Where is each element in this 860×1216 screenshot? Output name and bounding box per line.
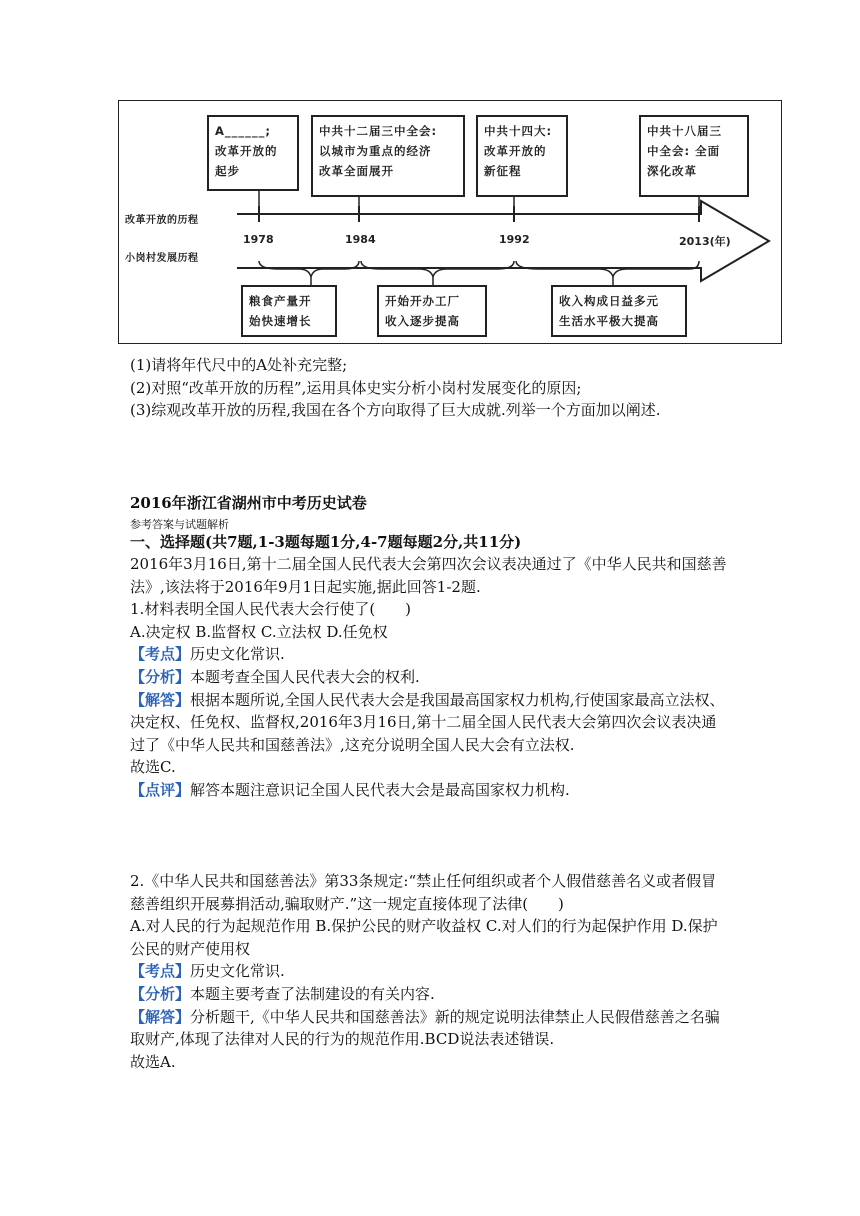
box-line: 以城市为重点的经济 [319,144,432,158]
fenxi-text: 本题主要考查了法制建设的有关内容. [190,984,435,1003]
dianping-text: 解答本题注意识记全国人民代表大会是最高国家权力机构. [190,780,570,799]
sub-question-2: (2)对照“改革开放的历程”,运用具体史实分析小岗村发展变化的原因; [130,378,582,397]
page-subtitle: 参考答案与试题解析 [130,518,229,531]
fenxi-tag: 【分析】 [130,667,191,686]
timeline-label-reform: 改革开放的历程 [125,215,199,226]
box-line: 收入构成日益多元 [559,294,659,308]
jieda-line [130,1006,730,1051]
fenxi-line [130,983,730,1006]
year-1978: 1978 [243,233,274,246]
timeline-label-xiaogang: 小岗村发展历程 [125,253,199,264]
question-stem: 2.《中华人民共和国慈善法》第33条规定:“禁止任何组织或者个人假借慈善名义或者假冒慈善组织开展募捐活动,骗取财产.”这一规定直接体现了法律( ) [130,872,717,913]
box-line: 新征程 [484,164,522,178]
year-1984: 1984 [345,233,376,246]
xiaogang-box-3 [551,285,687,337]
fenxi-line [130,666,730,689]
box-line: 中全会: 全面 [647,144,721,158]
kaodian-line [130,643,730,666]
kaodian-tag: 【考点】 [130,645,191,664]
kaodian-text: 历史文化常识. [190,645,285,664]
box-line: 收入逐步提高 [385,314,460,328]
question-stem: 1.材料表明全国人民代表大会行使了( ) [130,600,412,619]
section-heading: 一、选择题(共7题,1-3题每题1分,4-7题每题2分,共11分) [130,533,522,551]
box-line: 粮食产量开 [249,294,312,308]
fenxi-text: 本题考查全国人民代表大会的权利. [190,667,420,686]
box-line: 改革开放的 [215,144,278,158]
sub-question-1: (1)请将年代尺中的A处补充完整; [130,356,348,374]
box-line: 改革开放的 [484,144,547,158]
year-2013: 2013(年) [679,235,731,248]
box-line: 始快速增长 [249,314,312,328]
answer-line: 故选A. [130,1052,176,1071]
box-line: 中共十二届三中全会: [319,124,438,138]
box-line: A______; [215,124,271,138]
box-line: 改革全面展开 [319,164,394,178]
kaodian-line [130,960,730,983]
event-box-2013 [639,115,749,197]
xiaogang-box-2 [377,285,487,337]
box-line: 起步 [215,164,240,178]
year-1992: 1992 [499,233,530,246]
xiaogang-box-1 [241,285,337,337]
event-box-1978 [207,115,299,191]
jieda-tag: 【解答】 [130,690,191,709]
question-1-block [130,553,730,802]
timeline-figure [118,100,782,344]
box-line: 生活水平极大提高 [559,314,659,328]
box-line: 中共十八届三 [647,124,722,138]
sub-question-3: (3)综观改革开放的历程,我国在各个方向取得了巨大成就.列举一个方面加以阐述. [130,401,661,420]
dianping-line [130,779,730,802]
jieda-tag: 【解答】 [130,1007,191,1026]
kaodian-text: 历史文化常识. [190,962,285,981]
event-box-1992 [476,115,568,197]
event-box-1984 [311,115,465,197]
box-line: 深化改革 [647,164,697,178]
kaodian-tag: 【考点】 [130,962,191,981]
question-options: A.对人民的行为起规范作用 B.保护公民的财产收益权 C.对人们的行为起保护作用 D.保护公民的财产使用权 [130,917,718,958]
fenxi-tag: 【分析】 [130,984,191,1003]
box-line: 中共十四大: [484,124,553,138]
jieda-text: 分析题干,《中华人民共和国慈善法》新的规定说明法律禁止人民假借慈善之名骗取财产,体现了法律对人民的行为的规范作用.BCD说法表述错误. [130,1007,720,1049]
jieda-text: 根据本题所说,全国人民代表大会是我国最高国家权力机构,行使国家最高立法权、决定权、任免权、监督权,2016年3月16日,第十二届全国人民代表大会第四次会议表决通过了《中华人民共和国慈善法》,这充分说明全国人民大会有立法权. [130,690,725,754]
box-line: 开始开办工厂 [385,294,460,308]
page-title: 2016年浙江省湖州市中考历史试卷 [130,494,367,512]
question-2-block [130,870,730,1073]
sub-questions [130,354,730,422]
dianping-tag: 【点评】 [130,780,191,799]
intro-paragraph: 2016年3月16日,第十二届全国人民代表大会第四次会议表决通过了《中华人民共和国慈善法》,该法将于2016年9月1日起实施,据此回答1-2题. [130,555,727,596]
answer-line: 故选C. [130,758,176,777]
jieda-line [130,689,730,757]
question-options: A.决定权 B.监督权 C.立法权 D.任免权 [130,622,388,641]
